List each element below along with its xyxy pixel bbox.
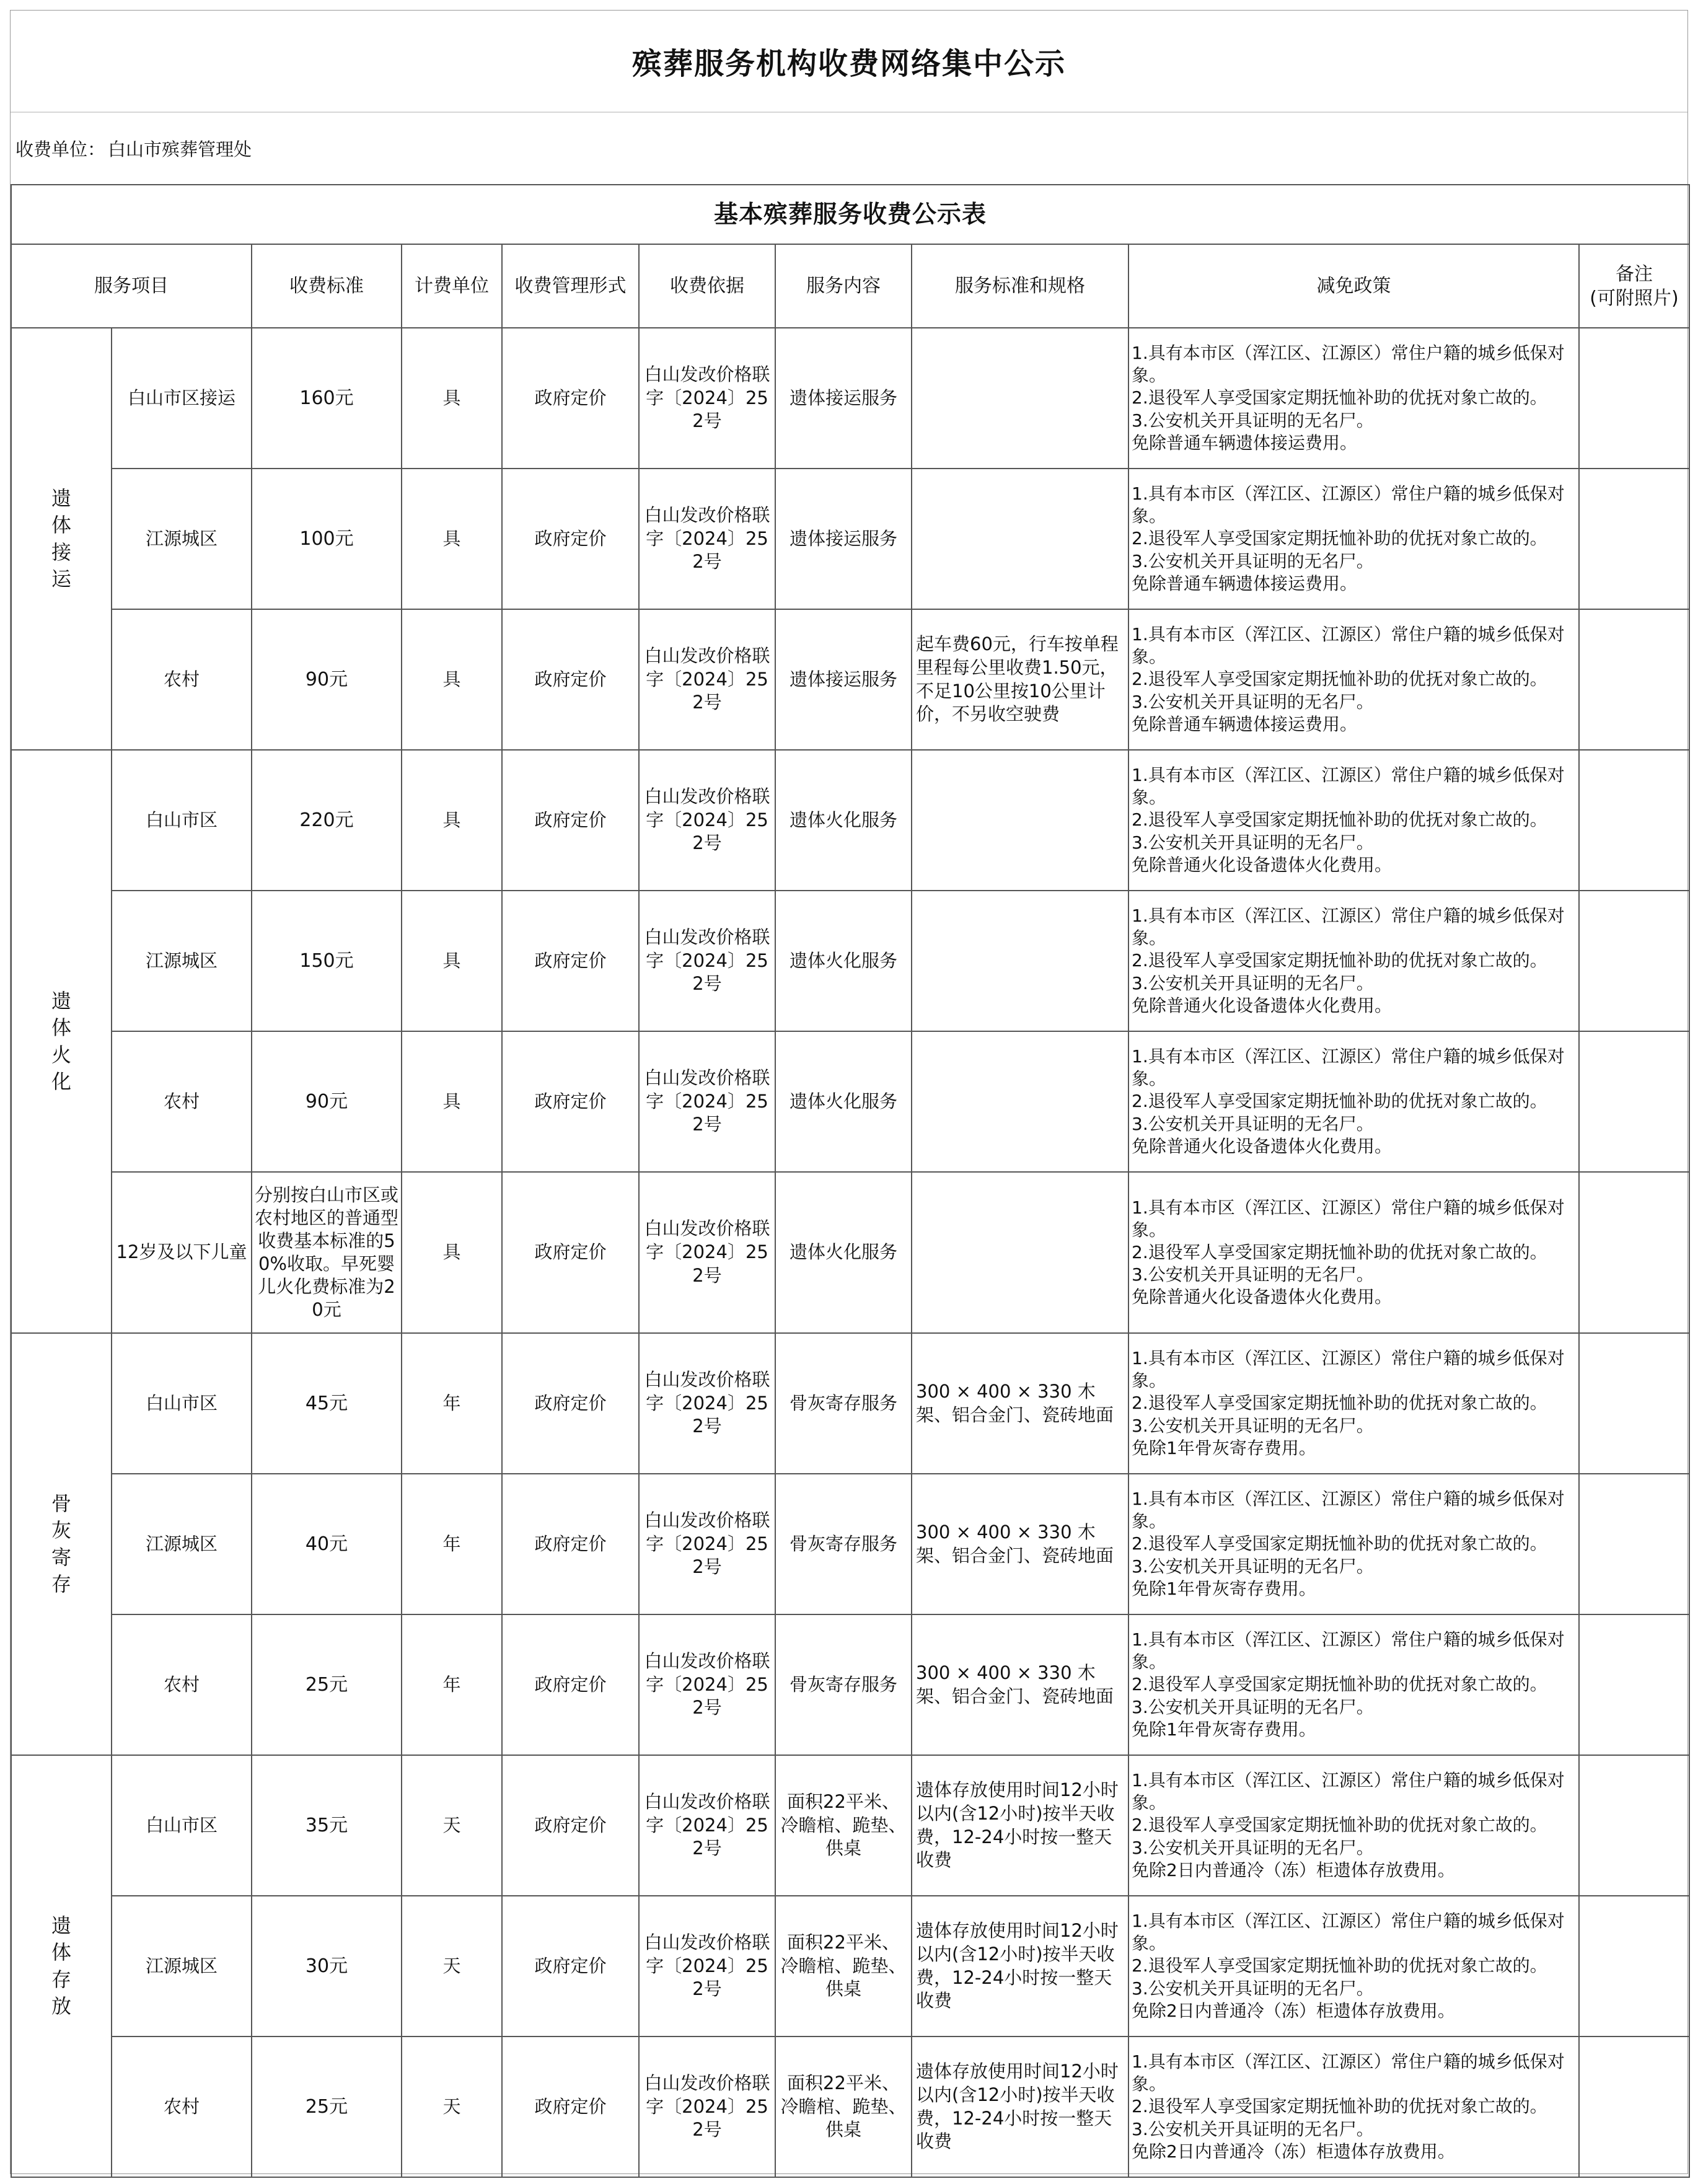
policy-line: 2.退役军人享受国家定期抚恤补助的优抚对象亡故的。 [1132, 1674, 1547, 1695]
content-cell: 遗体接运服务 [775, 469, 912, 609]
standard-cell: 起车费60元，行车按单程里程每公里收费1.50元，不足10公里按10公里计价，不另收空驶费 [912, 609, 1128, 750]
basis-cell: 白山发改价格联字〔2024〕252号 [639, 609, 775, 750]
policy-line: 1.具有本市区（浑江区、江源区）常住户籍的城乡低保对象。 [1132, 2051, 1565, 2095]
area-cell: 农村 [112, 1614, 252, 1755]
content-cell: 骨灰寄存服务 [775, 1614, 912, 1755]
header-remark-line2: (可附照片) [1590, 287, 1679, 309]
header-remark [1579, 244, 1689, 328]
policy-cell [1128, 1755, 1579, 1896]
category-cell [11, 328, 112, 750]
management-cell: 政府定价 [502, 1474, 639, 1614]
remark-cell [1579, 1031, 1689, 1172]
basis-cell: 白山发改价格联字〔2024〕252号 [639, 1474, 775, 1614]
policy-line: 1.具有本市区（浑江区、江源区）常住户籍的城乡低保对象。 [1132, 483, 1565, 527]
policy-line: 免除普通车辆遗体接运费用。 [1132, 573, 1358, 594]
area-cell: 江源城区 [112, 1474, 252, 1614]
policy-line: 3.公安机关开具证明的无名尸。 [1132, 1978, 1374, 1999]
policy-line: 1.具有本市区（浑江区、江源区）常住户籍的城乡低保对象。 [1132, 1911, 1565, 1954]
policy-line: 2.退役军人享受国家定期抚恤补助的优抚对象亡故的。 [1132, 1091, 1547, 1112]
area-cell: 江源城区 [112, 1896, 252, 2036]
management-cell: 政府定价 [502, 750, 639, 891]
policy-line: 1.具有本市区（浑江区、江源区）常住户籍的城乡低保对象。 [1132, 1197, 1565, 1240]
standard-cell [912, 1172, 1128, 1333]
management-cell: 政府定价 [502, 891, 639, 1031]
policy-line: 免除普通火化设备遗体火化费用。 [1132, 1287, 1392, 1308]
page-title: 殡葬服务机构收费网络集中公示 [11, 11, 1687, 113]
table-row [11, 469, 1689, 609]
policy-line: 免除2日内普通冷（冻）柜遗体存放费用。 [1132, 2000, 1455, 2021]
basis-cell: 白山发改价格联字〔2024〕252号 [639, 1755, 775, 1896]
policy-cell [1128, 1614, 1579, 1755]
management-cell: 政府定价 [502, 1614, 639, 1755]
header-fee-basis: 收费依据 [639, 244, 775, 328]
policy-line: 1.具有本市区（浑江区、江源区）常住户籍的城乡低保对象。 [1132, 343, 1565, 386]
table-row [11, 1031, 1689, 1172]
policy-line: 2.退役军人享受国家定期抚恤补助的优抚对象亡故的。 [1132, 950, 1547, 971]
table-row [11, 1896, 1689, 2036]
standard-cell [912, 1031, 1128, 1172]
policy-line: 2.退役军人享受国家定期抚恤补助的优抚对象亡故的。 [1132, 1393, 1547, 1414]
content-cell: 面积22平米、冷瞻棺、跪垫、供桌 [775, 1896, 912, 2036]
table-row [11, 1474, 1689, 1614]
billing-unit-cell: 具 [402, 1031, 502, 1172]
policy-cell [1128, 891, 1579, 1031]
policy-line: 2.退役军人享受国家定期抚恤补助的优抚对象亡故的。 [1132, 1815, 1547, 1836]
category-cell [11, 750, 112, 1333]
table-row [11, 891, 1689, 1031]
policy-line: 免除2日内普通冷（冻）柜遗体存放费用。 [1132, 1859, 1455, 1880]
content-cell: 遗体火化服务 [775, 750, 912, 891]
standard-cell: 遗体存放使用时间12小时以内(含12小时)按半天收费，12-24小时按一整天收费 [912, 1896, 1128, 2036]
header-service-content: 服务内容 [775, 244, 912, 328]
category-cell [11, 1333, 112, 1755]
basis-cell: 白山发改价格联字〔2024〕252号 [639, 750, 775, 891]
policy-line: 免除2日内普通冷（冻）柜遗体存放费用。 [1132, 2141, 1455, 2162]
standard-cell: 遗体存放使用时间12小时以内(含12小时)按半天收费，12-24小时按一整天收费 [912, 2036, 1128, 2177]
category-label: 遗体接运 [51, 487, 71, 591]
header-management-form: 收费管理形式 [502, 244, 639, 328]
fee-cell: 30元 [252, 1896, 402, 2036]
fee-cell: 25元 [252, 1614, 402, 1755]
remark-cell [1579, 609, 1689, 750]
policy-line: 1.具有本市区（浑江区、江源区）常住户籍的城乡低保对象。 [1132, 1046, 1565, 1090]
content-cell: 遗体接运服务 [775, 328, 912, 469]
remark-cell [1579, 1333, 1689, 1474]
category-label: 遗体存放 [51, 1914, 71, 2018]
area-cell: 农村 [112, 609, 252, 750]
area-cell: 白山市区 [112, 750, 252, 891]
basis-cell: 白山发改价格联字〔2024〕252号 [639, 328, 775, 469]
policy-cell [1128, 1031, 1579, 1172]
policy-line: 1.具有本市区（浑江区、江源区）常住户籍的城乡低保对象。 [1132, 624, 1565, 667]
basis-cell: 白山发改价格联字〔2024〕252号 [639, 1896, 775, 2036]
policy-line: 免除普通火化设备遗体火化费用。 [1132, 995, 1392, 1016]
content-cell: 面积22平米、冷瞻棺、跪垫、供桌 [775, 1755, 912, 1896]
charging-unit-label: 收费单位： [15, 139, 106, 160]
basis-cell: 白山发改价格联字〔2024〕252号 [639, 1333, 775, 1474]
remark-cell [1579, 328, 1689, 469]
policy-line: 免除1年骨灰寄存费用。 [1132, 1437, 1316, 1458]
policy-line: 1.具有本市区（浑江区、江源区）常住户籍的城乡低保对象。 [1132, 1348, 1565, 1391]
standard-cell [912, 750, 1128, 891]
basis-cell: 白山发改价格联字〔2024〕252号 [639, 2036, 775, 2177]
header-exemption-policy: 减免政策 [1128, 244, 1579, 328]
management-cell: 政府定价 [502, 609, 639, 750]
header-remark-line1: 备注 [1616, 263, 1653, 285]
policy-cell [1128, 2036, 1579, 2177]
table-row [11, 609, 1689, 750]
policy-line: 3.公安机关开具证明的无名尸。 [1132, 832, 1374, 853]
policy-cell [1128, 1172, 1579, 1333]
standard-cell: 遗体存放使用时间12小时以内(含12小时)按半天收费，12-24小时按一整天收费 [912, 1755, 1128, 1896]
basis-cell: 白山发改价格联字〔2024〕252号 [639, 1031, 775, 1172]
policy-line: 3.公安机关开具证明的无名尸。 [1132, 1556, 1374, 1577]
basis-cell: 白山发改价格联字〔2024〕252号 [639, 1614, 775, 1755]
basis-cell: 白山发改价格联字〔2024〕252号 [639, 1172, 775, 1333]
management-cell: 政府定价 [502, 1755, 639, 1896]
billing-unit-cell: 天 [402, 1755, 502, 1896]
policy-line: 3.公安机关开具证明的无名尸。 [1132, 691, 1374, 712]
remark-cell [1579, 750, 1689, 891]
area-cell: 农村 [112, 2036, 252, 2177]
policy-line: 1.具有本市区（浑江区、江源区）常住户籍的城乡低保对象。 [1132, 765, 1565, 808]
billing-unit-cell: 具 [402, 1172, 502, 1333]
area-cell: 农村 [112, 1031, 252, 1172]
table-row [11, 328, 1689, 469]
policy-line: 3.公安机关开具证明的无名尸。 [1132, 550, 1374, 571]
table-row [11, 1172, 1689, 1333]
table-row [11, 1755, 1689, 1896]
management-cell: 政府定价 [502, 1031, 639, 1172]
billing-unit-cell: 天 [402, 2036, 502, 2177]
standard-cell: 300 × 400 × 330 木架、铝合金门、瓷砖地面 [912, 1333, 1128, 1474]
header-service-item: 服务项目 [11, 244, 252, 328]
notice-page [10, 10, 1688, 2174]
policy-line: 2.退役军人享受国家定期抚恤补助的优抚对象亡故的。 [1132, 2096, 1547, 2117]
fee-cell: 100元 [252, 469, 402, 609]
policy-line: 免除普通火化设备遗体火化费用。 [1132, 854, 1392, 875]
area-cell: 江源城区 [112, 469, 252, 609]
header-fee-standard: 收费标准 [252, 244, 402, 328]
policy-line: 免除普通车辆遗体接运费用。 [1132, 713, 1358, 734]
charging-unit [15, 113, 1683, 184]
management-cell: 政府定价 [502, 328, 639, 469]
standard-cell [912, 469, 1128, 609]
policy-line: 3.公安机关开具证明的无名尸。 [1132, 1696, 1374, 1717]
policy-line: 3.公安机关开具证明的无名尸。 [1132, 1264, 1374, 1285]
content-cell: 遗体火化服务 [775, 891, 912, 1031]
content-cell: 面积22平米、冷瞻棺、跪垫、供桌 [775, 2036, 912, 2177]
policy-line: 3.公安机关开具证明的无名尸。 [1132, 972, 1374, 993]
remark-cell [1579, 1172, 1689, 1333]
area-cell: 12岁及以下儿童 [112, 1172, 252, 1333]
billing-unit-cell: 具 [402, 609, 502, 750]
policy-line: 2.退役军人享受国家定期抚恤补助的优抚对象亡故的。 [1132, 669, 1547, 690]
fee-cell: 90元 [252, 609, 402, 750]
policy-line: 3.公安机关开具证明的无名尸。 [1132, 1415, 1374, 1436]
policy-line: 2.退役军人享受国家定期抚恤补助的优抚对象亡故的。 [1132, 1533, 1547, 1554]
content-cell: 骨灰寄存服务 [775, 1474, 912, 1614]
policy-line: 2.退役军人享受国家定期抚恤补助的优抚对象亡故的。 [1132, 387, 1547, 408]
basis-cell: 白山发改价格联字〔2024〕252号 [639, 891, 775, 1031]
billing-unit-cell: 年 [402, 1333, 502, 1474]
policy-cell [1128, 1896, 1579, 2036]
billing-unit-cell: 具 [402, 469, 502, 609]
policy-line: 2.退役军人享受国家定期抚恤补助的优抚对象亡故的。 [1132, 1955, 1547, 1976]
billing-unit-cell: 具 [402, 750, 502, 891]
basis-cell: 白山发改价格联字〔2024〕252号 [639, 469, 775, 609]
policy-line: 3.公安机关开具证明的无名尸。 [1132, 2118, 1374, 2139]
billing-unit-cell: 年 [402, 1614, 502, 1755]
fee-cell: 40元 [252, 1474, 402, 1614]
category-label: 遗体火化 [51, 989, 71, 1093]
header-service-standard: 服务标准和规格 [912, 244, 1128, 328]
policy-line: 2.退役军人享受国家定期抚恤补助的优抚对象亡故的。 [1132, 1241, 1547, 1262]
area-cell: 江源城区 [112, 891, 252, 1031]
policy-line: 1.具有本市区（浑江区、江源区）常住户籍的城乡低保对象。 [1132, 1489, 1565, 1532]
remark-cell [1579, 2036, 1689, 2177]
management-cell: 政府定价 [502, 469, 639, 609]
fee-table-body [11, 328, 1689, 2177]
management-cell: 政府定价 [502, 1896, 639, 2036]
area-cell: 白山市区 [112, 1333, 252, 1474]
policy-cell [1128, 1474, 1579, 1614]
policy-line: 3.公安机关开具证明的无名尸。 [1132, 1113, 1374, 1134]
fee-cell: 160元 [252, 328, 402, 469]
remark-cell [1579, 891, 1689, 1031]
remark-cell [1579, 1614, 1689, 1755]
policy-line: 2.退役军人享受国家定期抚恤补助的优抚对象亡故的。 [1132, 528, 1547, 549]
table-title: 基本殡葬服务收费公示表 [11, 185, 1689, 244]
policy-line: 免除普通火化设备遗体火化费用。 [1132, 1135, 1392, 1156]
billing-unit-cell: 天 [402, 1896, 502, 2036]
content-cell: 骨灰寄存服务 [775, 1333, 912, 1474]
policy-line: 2.退役军人享受国家定期抚恤补助的优抚对象亡故的。 [1132, 809, 1547, 830]
fee-cell: 35元 [252, 1755, 402, 1896]
policy-cell [1128, 1333, 1579, 1474]
policy-line: 1.具有本市区（浑江区、江源区）常住户籍的城乡低保对象。 [1132, 1629, 1565, 1673]
standard-cell: 300 × 400 × 330 木架、铝合金门、瓷砖地面 [912, 1474, 1128, 1614]
fee-cell: 分别按白山市区或农村地区的普通型收费基本标准的50%收取。早死婴儿火化费标准为20元 [252, 1172, 402, 1333]
table-row [11, 1333, 1689, 1474]
management-cell: 政府定价 [502, 2036, 639, 2177]
policy-cell [1128, 328, 1579, 469]
content-cell: 遗体火化服务 [775, 1031, 912, 1172]
fee-cell: 90元 [252, 1031, 402, 1172]
area-cell: 白山市区接运 [112, 328, 252, 469]
fee-table [11, 184, 1690, 2178]
fee-cell: 220元 [252, 750, 402, 891]
table-row [11, 2036, 1689, 2177]
policy-cell [1128, 750, 1579, 891]
fee-cell: 45元 [252, 1333, 402, 1474]
policy-cell [1128, 609, 1579, 750]
standard-cell [912, 891, 1128, 1031]
policy-line: 免除普通车辆遗体接运费用。 [1132, 432, 1358, 453]
billing-unit-cell: 具 [402, 328, 502, 469]
management-cell: 政府定价 [502, 1333, 639, 1474]
standard-cell [912, 328, 1128, 469]
standard-cell: 300 × 400 × 330 木架、铝合金门、瓷砖地面 [912, 1614, 1128, 1755]
billing-unit-cell: 年 [402, 1474, 502, 1614]
content-cell: 遗体火化服务 [775, 1172, 912, 1333]
management-cell: 政府定价 [502, 1172, 639, 1333]
policy-line: 1.具有本市区（浑江区、江源区）常住户籍的城乡低保对象。 [1132, 905, 1565, 949]
charging-unit-value: 白山市殡葬管理处 [108, 139, 252, 160]
content-cell: 遗体接运服务 [775, 609, 912, 750]
policy-line: 3.公安机关开具证明的无名尸。 [1132, 410, 1374, 431]
table-row [11, 750, 1689, 891]
remark-cell [1579, 1896, 1689, 2036]
header-billing-unit: 计费单位 [402, 244, 502, 328]
policy-cell [1128, 469, 1579, 609]
remark-cell [1579, 1474, 1689, 1614]
policy-line: 免除1年骨灰寄存费用。 [1132, 1719, 1316, 1740]
fee-cell: 25元 [252, 2036, 402, 2177]
fee-cell: 150元 [252, 891, 402, 1031]
category-cell [11, 1755, 112, 2177]
policy-line: 1.具有本市区（浑江区、江源区）常住户籍的城乡低保对象。 [1132, 1770, 1565, 1813]
category-label: 骨灰寄存 [51, 1492, 71, 1596]
table-row [11, 1614, 1689, 1755]
area-cell: 白山市区 [112, 1755, 252, 1896]
policy-line: 3.公安机关开具证明的无名尸。 [1132, 1837, 1374, 1858]
remark-cell [1579, 1755, 1689, 1896]
remark-cell [1579, 469, 1689, 609]
policy-line: 免除1年骨灰寄存费用。 [1132, 1578, 1316, 1599]
billing-unit-cell: 具 [402, 891, 502, 1031]
